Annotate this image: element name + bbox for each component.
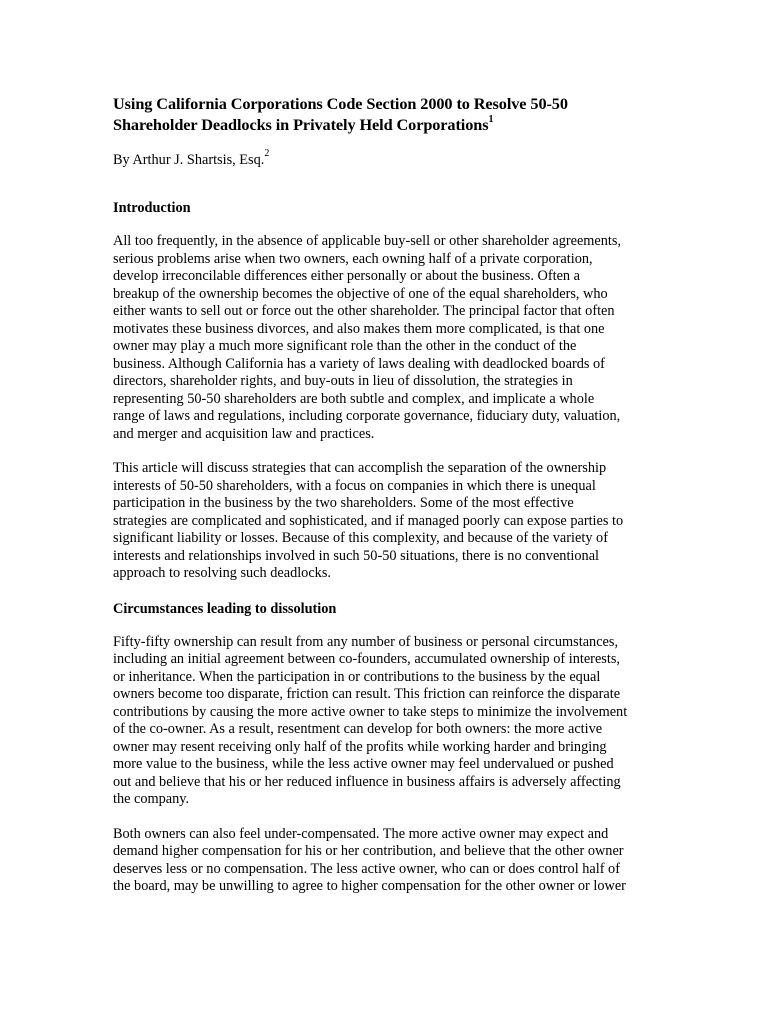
text-line: or inheritance. When the participation in or contributions to the business by the equal bbox=[113, 668, 601, 685]
text-line: approach to resolving such deadlocks. bbox=[113, 565, 331, 581]
text-line: the board, may be unwilling to agree to higher compensation for the other owner or lower bbox=[113, 878, 626, 894]
section-heading-circumstances: Circumstances leading to dissolution bbox=[113, 600, 337, 617]
author-footnote-marker: 2 bbox=[264, 148, 270, 160]
text-line: including an initial agreement between co-founders, accumulated ownership of interests, bbox=[113, 651, 620, 667]
text-line: interests of 50-50 shareholders, with a focus on companies in which there is unequal bbox=[113, 477, 596, 494]
text-line: develop irreconcilable differences either personally or about the business. Often a bbox=[113, 268, 580, 284]
text-line: All too frequently, in the absence of applicable buy-sell or other shareholder agreements, bbox=[113, 233, 622, 249]
text-line: and merger and acquisition law and practices. bbox=[113, 425, 375, 442]
text-line: business. Although California has a variety of laws dealing with deadlocked boards of bbox=[113, 355, 605, 372]
text-line: owner may play a much more significant role than the other in the conduct of the bbox=[113, 338, 577, 354]
text-line: deserves less or no compensation. The less active owner, who can or does control half of bbox=[113, 860, 620, 877]
title-line-1: Using California Corporations Code Section 2000 to Resolve 50-50 bbox=[113, 94, 568, 113]
circumstances-paragraph-1 bbox=[113, 634, 661, 809]
text-line: motivates these business divorces, and also makes them more complicated, is that one bbox=[113, 320, 605, 337]
title-line-2: Shareholder Deadlocks in Privately Held Corporations bbox=[113, 115, 489, 134]
text-line: the company. bbox=[113, 791, 190, 807]
text-line: This article will discuss strategies that can accomplish the separation of the ownership bbox=[113, 460, 607, 476]
title-footnote-marker: 1 bbox=[488, 113, 494, 125]
text-line: interests and relationships involved in such 50-50 situations, there is no conventional bbox=[113, 547, 600, 564]
text-line: strategies are complicated and sophisticated, and if managed poorly can expose parties to bbox=[113, 512, 624, 529]
text-line: serious problems arise when two owners, each owning half of a private corporation, bbox=[113, 250, 593, 267]
intro-paragraph-1 bbox=[113, 233, 661, 443]
author-name: By Arthur J. Shartsis, Esq. bbox=[113, 152, 265, 168]
text-line: Both owners can also feel under-compensated. The more active owner may expect and bbox=[113, 825, 609, 842]
text-line: more value to the business, while the less active owner may feel undervalued or pushed bbox=[113, 756, 614, 772]
document-page bbox=[113, 93, 661, 913]
text-line: owner may resent receiving only half of the profits while working harder and bringing bbox=[113, 738, 607, 755]
author-byline bbox=[113, 148, 661, 169]
text-line: demand higher compensation for his or her contribution, and believe that the other owner bbox=[113, 843, 624, 859]
text-line: participation in the business by the two shareholders. Some of the most effective bbox=[113, 495, 574, 511]
text-line: breakup of the ownership becomes the objective of one of the equal shareholders, who bbox=[113, 285, 608, 302]
text-line: of the co-owner. As a result, resentment can develop for both owners: the more active bbox=[113, 721, 603, 737]
text-line: either wants to sell out or force out the other shareholder. The principal factor that often bbox=[113, 303, 615, 319]
text-line: directors, shareholder rights, and buy-outs in lieu of dissolution, the strategies in bbox=[113, 373, 573, 389]
text-line: contributions by causing the more active owner to take steps to minimize the involvement bbox=[113, 703, 628, 720]
circumstances-paragraph-2 bbox=[113, 826, 661, 896]
section-heading-introduction: Introduction bbox=[113, 200, 191, 216]
text-line: out and believe that his or her reduced influence in business affairs is adversely affecting bbox=[113, 773, 621, 790]
text-line: representing 50-50 shareholders are both subtle and complex, and implicate a whole bbox=[113, 390, 595, 407]
text-line: owners become too disparate, friction can result. This friction can reinforce the disparate bbox=[113, 686, 621, 702]
text-line: range of laws and regulations, including corporate governance, fiduciary duty, valuation, bbox=[113, 408, 621, 424]
text-line: Fifty-fifty ownership can result from any number of business or personal circumstances, bbox=[113, 633, 619, 650]
text-line: significant liability or losses. Because of this complexity, and because of the variety of bbox=[113, 530, 608, 546]
intro-paragraph-2 bbox=[113, 460, 661, 583]
article-title bbox=[113, 93, 661, 135]
